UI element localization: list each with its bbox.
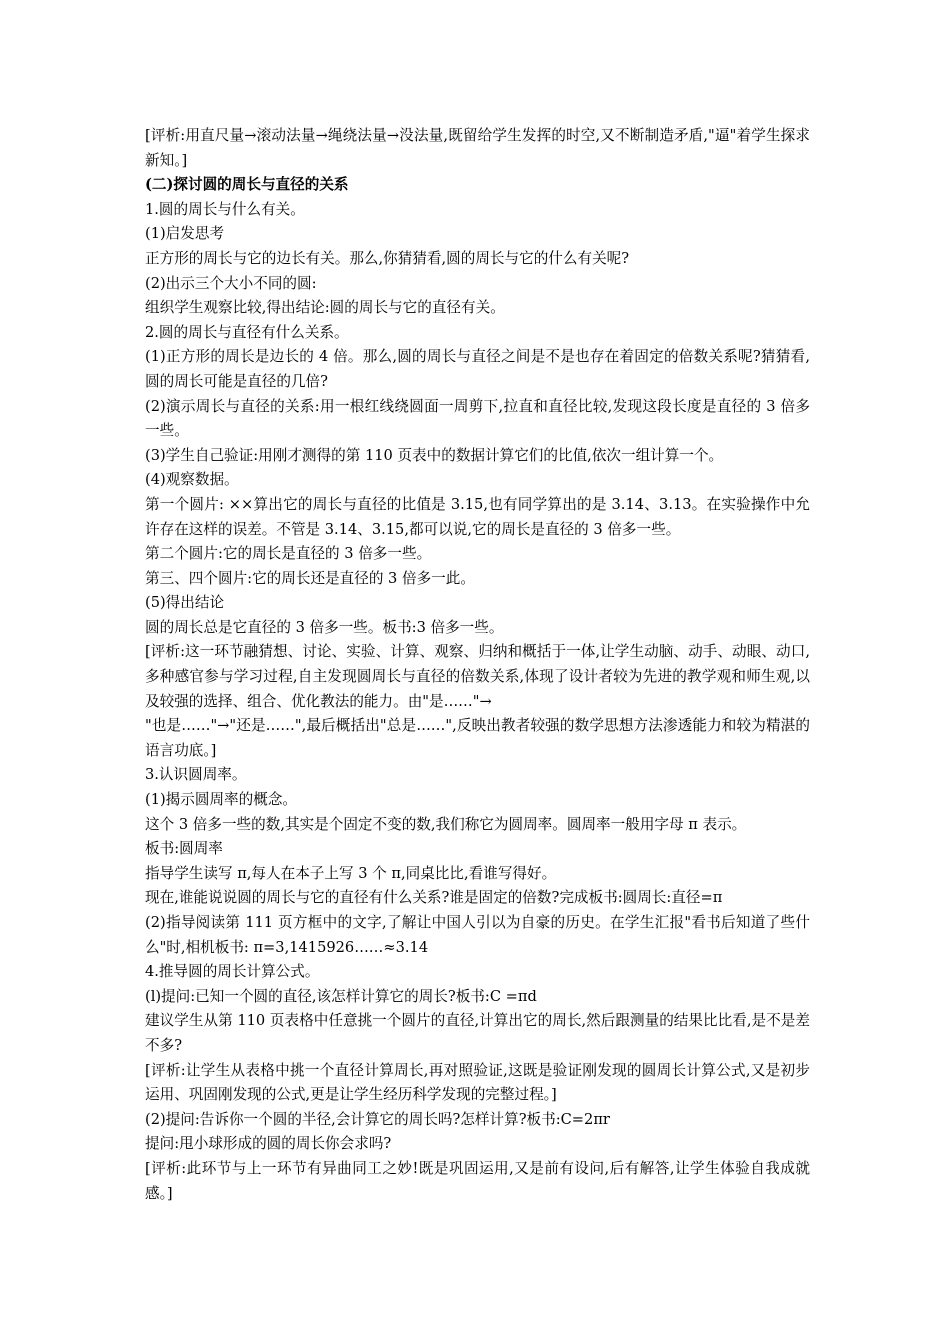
paragraph: 第二个圆片:它的周长是直径的 3 倍多一些。 <box>145 545 432 563</box>
paragraph: (2)提问:告诉你一个圆的半径,会计算它的周长吗?怎样计算?板书:C=2πr <box>145 1110 610 1128</box>
paragraph: 建议学生从第 110 页表格中任意挑一个圆片的直径,计算出它的周长,然后跟测量的结果比比看,是不是差不多? <box>145 1012 810 1054</box>
paragraph: 1.圆的周长与什么有关。 <box>145 200 305 218</box>
paragraph: 3.认识圆周率。 <box>145 766 247 784</box>
paragraph: 现在,谁能说说圆的周长与它的直径有什么关系?谁是固定的倍数?完成板书:圆周长:直径=π <box>145 889 723 907</box>
paragraph: (2)出示三个大小不同的圆: <box>145 274 317 292</box>
paragraph: (l)提问:已知一个圆的直径,该怎样计算它的周长?板书:C =πd <box>145 987 537 1005</box>
paragraph: 这个 3 倍多一些的数,其实是个固定不变的数,我们称它为圆周率。圆周率一般用字母 π 表示。 <box>145 815 747 833</box>
paragraph: (3)学生自己验证:用刚才测得的第 110 页表中的数据计算它们的比值,依次一组计算一个。 <box>145 446 724 464</box>
paragraph: 板书:圆周率 <box>145 840 223 858</box>
paragraph: (5)得出结论 <box>145 594 225 612</box>
paragraph: 4.推导圆的周长计算公式。 <box>145 963 320 981</box>
paragraph: (1)正方形的周长是边长的 4 倍。那么,圆的周长与直径之间是不是也存在着固定的倍数关系呢?猜猜看,圆的周长可能是直径的几倍? <box>145 348 810 390</box>
paragraph: [评析:此环节与上一环节有异曲同工之妙!既是巩固运用,又是前有设问,后有解答,让学生体验自我成就感。] <box>145 1159 810 1202</box>
paragraph: (1)启发思考 <box>145 225 225 243</box>
document-body <box>145 124 810 1206</box>
paragraph: (1)揭示圆周率的概念。 <box>145 791 298 809</box>
paragraph: 第一个圆片: ××算出它的周长与直径的比值是 3.15,也有同学算出的是 3.14、3.13。在实验操作中允许存在这样的误差。不管是 3.14、3.15,都可以说,它的周长是直径的 3 倍多一些。 <box>145 495 810 538</box>
paragraph: (2)演示周长与直径的关系:用一根红线绕圆面一周剪下,拉直和直径比较,发现这段长度是直径的 3 倍多一些。 <box>145 397 810 440</box>
paragraph: (4)观察数据。 <box>145 471 239 489</box>
paragraph: 提问:甩小球形成的圆的周长你会求吗? <box>145 1135 392 1153</box>
paragraph: [评析:这一环节融猜想、讨论、实验、计算、观察、归纳和概括于一体,让学生动脑、动手、动眼、动口,多种感官参与学习过程,自主发现圆周长与直径的倍数关系,体现了设计者较为先进的教学观和师生观,以及较强的选择、组合、优化教法的能力。由"是……"→ <box>145 643 810 710</box>
paragraph: [评析:让学生从表格中挑一个直径计算周长,再对照验证,这既是验证刚发现的圆周长计算公式,又是初步运用、巩固刚发现的公式,更是让学生经历科学发现的完整过程。] <box>145 1061 810 1104</box>
paragraph: [评析:用直尺量→滚动法量→绳绕法量→没法量,既留给学生发挥的时空,又不断制造矛盾,"逼"着学生探求新知。] <box>145 127 810 169</box>
paragraph: 组织学生观察比较,得出结论:圆的周长与它的直径有关。 <box>145 299 505 317</box>
paragraph: 正方形的周长与它的边长有关。那么,你猜猜看,圆的周长与它的什么有关呢? <box>145 249 630 267</box>
paragraph: 圆的周长总是它直径的 3 倍多一些。板书:3 倍多一些。 <box>145 618 504 636</box>
paragraph: 2.圆的周长与直径有什么关系。 <box>145 323 349 341</box>
paragraph: 第三、四个圆片:它的周长还是直径的 3 倍多一此。 <box>145 569 475 587</box>
section-heading: (二)探讨圆的周长与直径的关系 <box>145 176 349 194</box>
paragraph: (2)指导阅读第 111 页方框中的文字,了解让中国人引以为自豪的历史。在学生汇报"看书后知道了些什么"时,相机板书: π=3,1415926……≈3.14 <box>145 914 810 956</box>
paragraph: "也是……"→"还是……",最后概括出"总是……",反映出教者较强的数学思想方法渗透能力和较为精湛的语言功底。] <box>145 717 810 759</box>
paragraph: 指导学生读写 π,每人在本子上写 3 个 π,同桌比比,看谁写得好。 <box>145 864 557 882</box>
